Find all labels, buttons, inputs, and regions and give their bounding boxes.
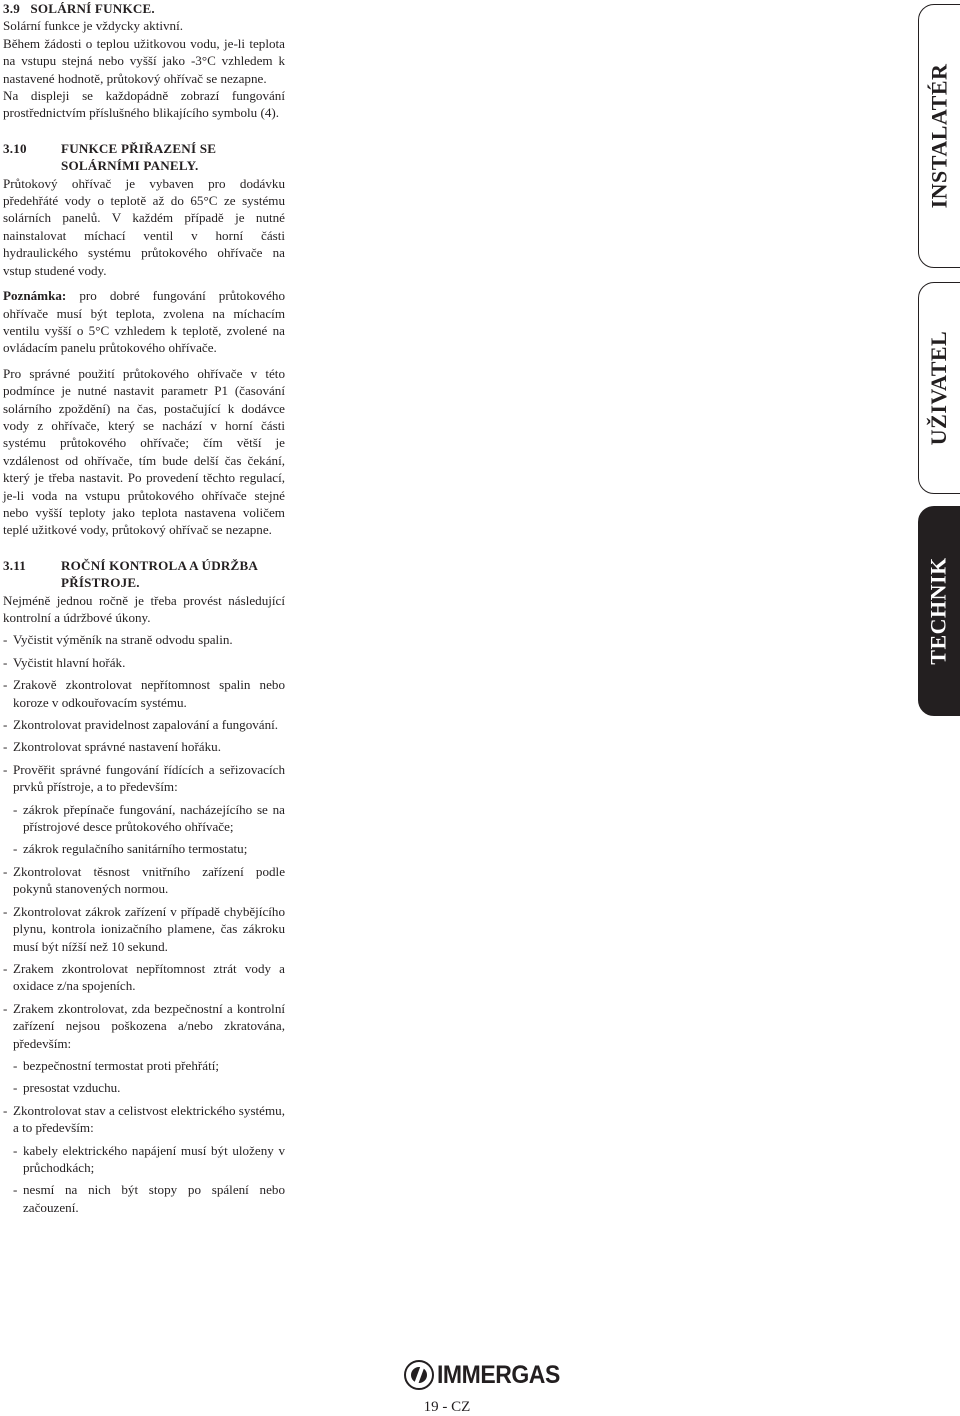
section-title: SOLÁRNÍ FUNKCE. bbox=[30, 1, 155, 16]
list-item: - Vyčistit výměník na straně odvodu spalin. bbox=[3, 632, 233, 648]
list-item: - Zkontrolovat zákrok zařízení v případě chybějícího plynu, kontrola ionizačního plamene, čas zákroku musí být nížší než 10 sekund. bbox=[3, 903, 285, 954]
tab-label: INSTALATÉR bbox=[926, 63, 951, 209]
section-number: 3.10 bbox=[3, 140, 27, 156]
list-item: - Zkontrolovat stav a celistvost elektrického systému, a to především: bbox=[3, 1102, 285, 1136]
paragraph: Nejméně jednou ročně je třeba provést následující kontrolní a údržbové úkony. bbox=[3, 592, 285, 625]
list-item: - Zrakem zkontrolovat, zda bezpečnostní a kontrolní zařízení nejsou poškozena a/nebo zkratována, především: bbox=[3, 1000, 285, 1051]
brand-logo bbox=[404, 1358, 571, 1392]
sub-list-item: - kabely elektrického napájení musí být uloženy v průchodkách; bbox=[13, 1142, 285, 1175]
paragraph: Během žádosti o teplou užitkovou vodu, je-li teplota na vstupu stejná nebo vyšší jako -3°C vzhledem k nastavené hodnotě, průtokový ohřívač se nezapne. bbox=[3, 35, 285, 86]
sub-list-item: - presostat vzduchu. bbox=[13, 1080, 121, 1096]
section-title: ROČNÍ KONTROLA A ÚDRŽBA PŘÍSTROJE. bbox=[61, 557, 258, 591]
section-heading-3-9 bbox=[3, 0, 285, 17]
sub-list-item: - bezpečnostní termostat proti přehřátí; bbox=[13, 1057, 219, 1073]
tab-instalater[interactable] bbox=[918, 4, 960, 268]
paragraph: Pro správné použití průtokového ohřívače v této podmínce je nutné nastavit parametr P1 (časování solárního zpoždění) na čas, postačující k dodávce vody z ohřívače, který se nachází v horní části systému průtokového ohřívače; čím větší je vzdálenost od ohřívače, tím bude delší čas čekání, který je třeba nastavit. Po provedení těchto regulací, je-li voda na vstupu průtokového ohřívače stejné nebo vyšší teploty jako teplota nastavena voličem teplé užitkové vody, průtokový ohřívač se nezapne. bbox=[3, 365, 285, 538]
tab-label: UŽIVATEL bbox=[926, 330, 952, 446]
tab-technik-active[interactable] bbox=[918, 506, 960, 716]
sub-list-item: - zákrok regulačního sanitárního termostatu; bbox=[13, 841, 248, 857]
tab-uzivatel[interactable] bbox=[918, 282, 960, 494]
list-item: - Zkontrolovat pravidelnost zapalování a fungování. bbox=[3, 717, 279, 733]
sub-list-item: - nesmí na nich být stopy po spálení nebo začouzení. bbox=[13, 1182, 285, 1215]
note-paragraph bbox=[3, 287, 285, 357]
note-label: Poznámka: bbox=[3, 288, 67, 304]
tab-label: TECHNIK bbox=[926, 557, 952, 665]
paragraph: Průtokový ohřívač je vybaven pro dodávku předehřáté vody o teplotě až do 65°C ze systému solárních panelů. V každém případě je nutné nainstalovat míchací ventil v horní části hydraulického systému průtokového ohřívače na vstup studené vody. bbox=[3, 175, 285, 278]
note-text: pro dobré fungování průtokového ohřívače musí být teplota, zvolena na míchacím ventilu vyšší o 5°C vzhledem k teplotě, zvolené na ovládacím panelu průtokového ohřívače. bbox=[3, 288, 285, 356]
paragraph: Na displeji se každopádně zobrazí fungování prostřednictvím příslušného blikajícího symbolu (4). bbox=[3, 88, 285, 121]
immergas-logo-icon bbox=[404, 1360, 434, 1390]
brand-name: IMMERGAS bbox=[437, 1360, 560, 1389]
section-heading-3-11 bbox=[3, 557, 285, 592]
list-item: - Zkontrolovat těsnost vnitřního zařízení podle pokynů stanovených normou. bbox=[3, 863, 285, 897]
list-item: - Vyčistit hlavní hořák. bbox=[3, 654, 126, 670]
list-item: - Zrakově zkontrolovat nepřítomnost spalin nebo koroze v odkouřovacím systému. bbox=[3, 677, 285, 710]
section-title: FUNKCE PŘIŘAZENÍ SE SOLÁRNÍMI PANELY. bbox=[61, 140, 217, 174]
sub-list-item: - zákrok přepínače fungování, nacházejícího se na přístrojové desce průtokového ohřívače; bbox=[13, 801, 285, 835]
list-item: - Prověřit správné fungování řídících a seřizovacích prvků přístroje, a to především: bbox=[3, 761, 285, 795]
list-item: - Zkontrolovat správné nastavení hořáku. bbox=[3, 739, 221, 755]
page-number: 19 - CZ bbox=[423, 1399, 471, 1415]
text-column bbox=[3, 0, 285, 1216]
list-item: - Zrakem zkontrolovat nepřítomnost ztrát vody a oxidace z/na spojeních. bbox=[3, 960, 285, 994]
section-number: 3.9 bbox=[3, 1, 20, 16]
paragraph: Solární funkce je vždycky aktivní. bbox=[3, 18, 183, 34]
section-heading-3-10 bbox=[3, 140, 285, 175]
section-number: 3.11 bbox=[3, 557, 26, 573]
